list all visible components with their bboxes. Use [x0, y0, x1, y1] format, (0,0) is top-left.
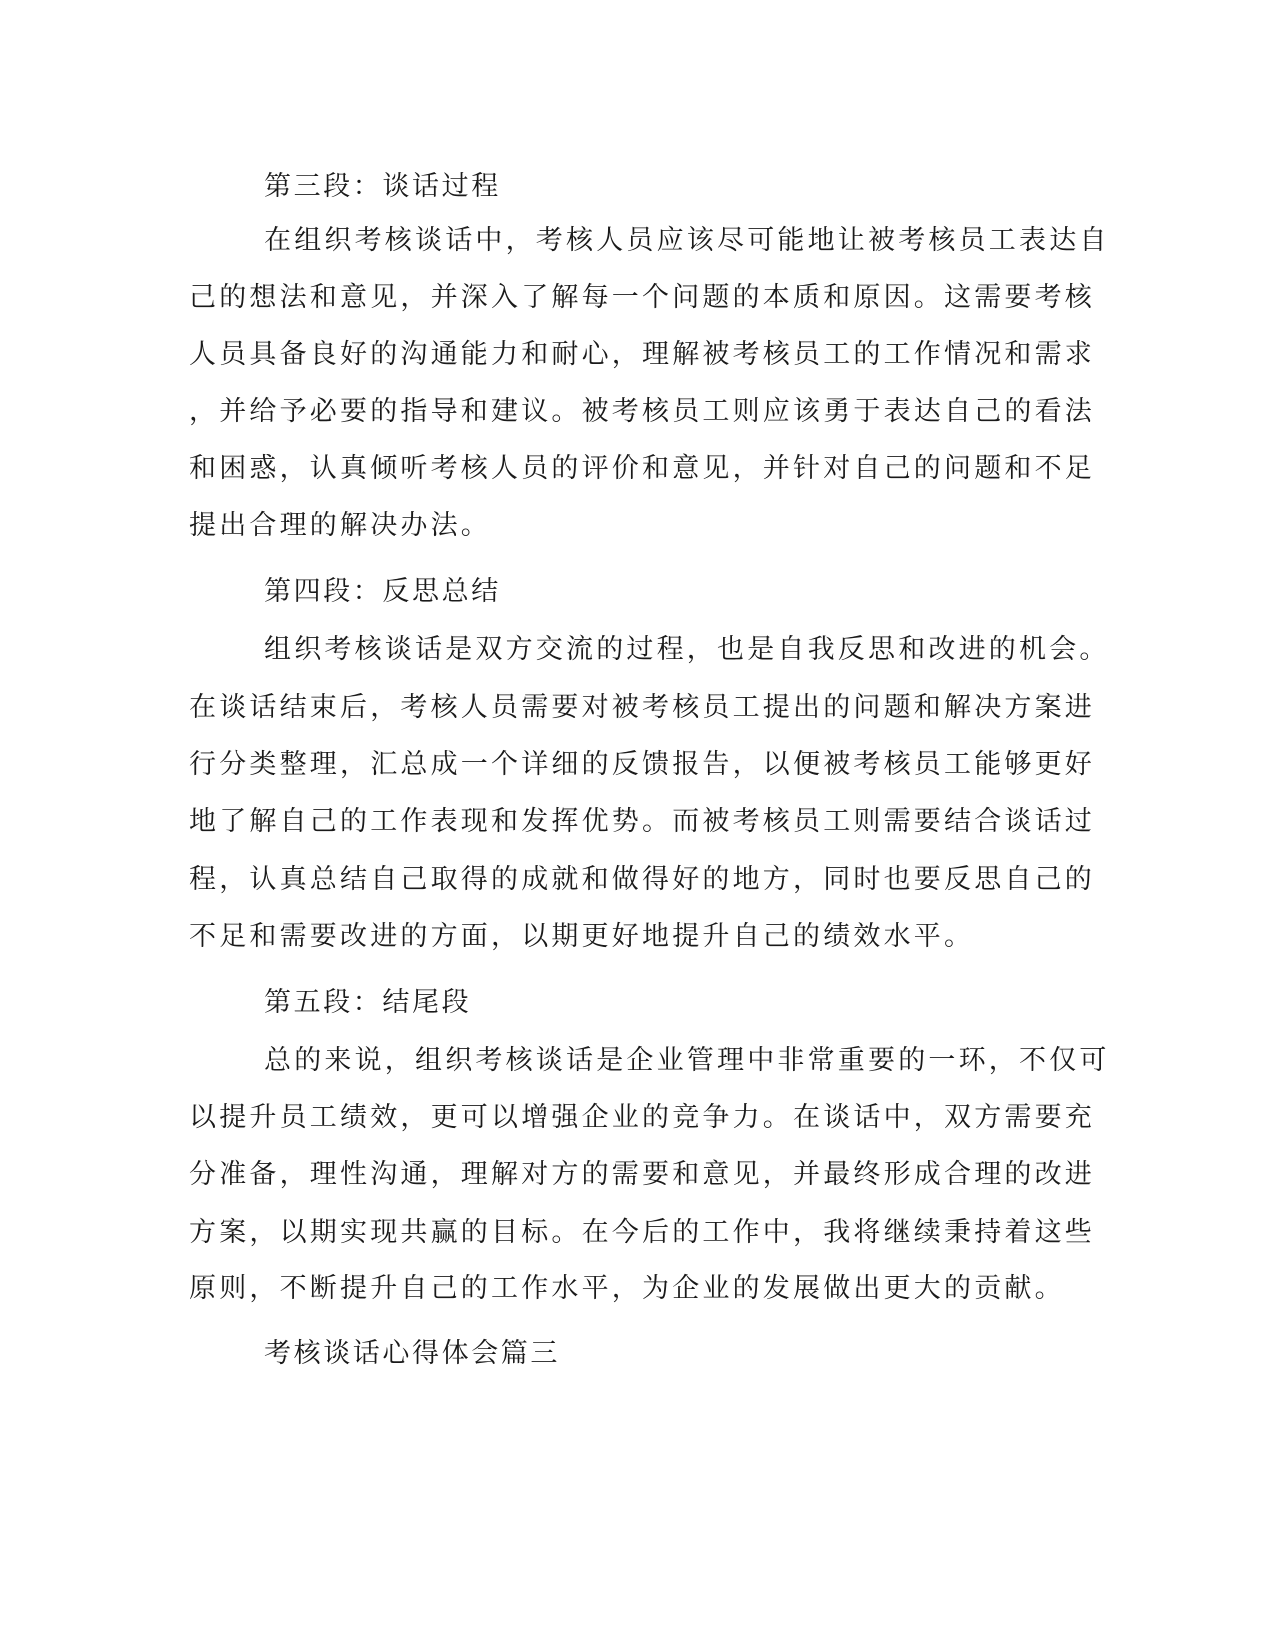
paragraph-line: 和困惑，认真倾听考核人员的评价和意见，并针对自己的问题和不足	[189, 453, 1095, 484]
paragraph-line: 以提升员工绩效，更可以增强企业的竞争力。在谈话中，双方需要充	[189, 1102, 1095, 1133]
next-article-title: 考核谈话心得体会篇三	[264, 1338, 560, 1369]
section-heading-3: 第三段：谈话过程	[264, 171, 501, 202]
paragraph-line: 组织考核谈话是双方交流的过程，也是自我反思和改进的机会。	[264, 634, 1110, 665]
paragraph-line: 己的想法和意见，并深入了解每一个问题的本质和原因。这需要考核	[189, 282, 1095, 313]
paragraph-line: 总的来说，组织考核谈话是企业管理中非常重要的一环，不仅可	[264, 1045, 1110, 1076]
paragraph-line: 分准备，理性沟通，理解对方的需要和意见，并最终形成合理的改进	[189, 1159, 1095, 1190]
paragraph-line: 提出合理的解决办法。	[189, 510, 491, 541]
paragraph-line: 不足和需要改进的方面，以期更好地提升自己的绩效水平。	[189, 921, 975, 952]
paragraph-line: 方案，以期实现共赢的目标。在今后的工作中，我将继续秉持着这些	[189, 1217, 1095, 1248]
paragraph-line: 人员具备良好的沟通能力和耐心，理解被考核员工的工作情况和需求	[189, 339, 1095, 370]
section-heading-5: 第五段：结尾段	[264, 987, 472, 1018]
paragraph-line: 行分类整理，汇总成一个详细的反馈报告，以便被考核员工能够更好	[189, 749, 1095, 780]
paragraph-line: 地了解自己的工作表现和发挥优势。而被考核员工则需要结合谈话过	[189, 806, 1095, 837]
paragraph-line: 在组织考核谈话中，考核人员应该尽可能地让被考核员工表达自	[264, 225, 1110, 256]
paragraph-line: ，并给予必要的指导和建议。被考核员工则应该勇于表达自己的看法	[189, 396, 1095, 427]
section-heading-4: 第四段：反思总结	[264, 576, 501, 607]
paragraph-line: 在谈话结束后，考核人员需要对被考核员工提出的问题和解决方案进	[189, 692, 1095, 723]
paragraph-line: 程，认真总结自己取得的成就和做得好的地方，同时也要反思自己的	[189, 864, 1095, 895]
paragraph-line: 原则，不断提升自己的工作水平，为企业的发展做出更大的贡献。	[189, 1273, 1065, 1304]
